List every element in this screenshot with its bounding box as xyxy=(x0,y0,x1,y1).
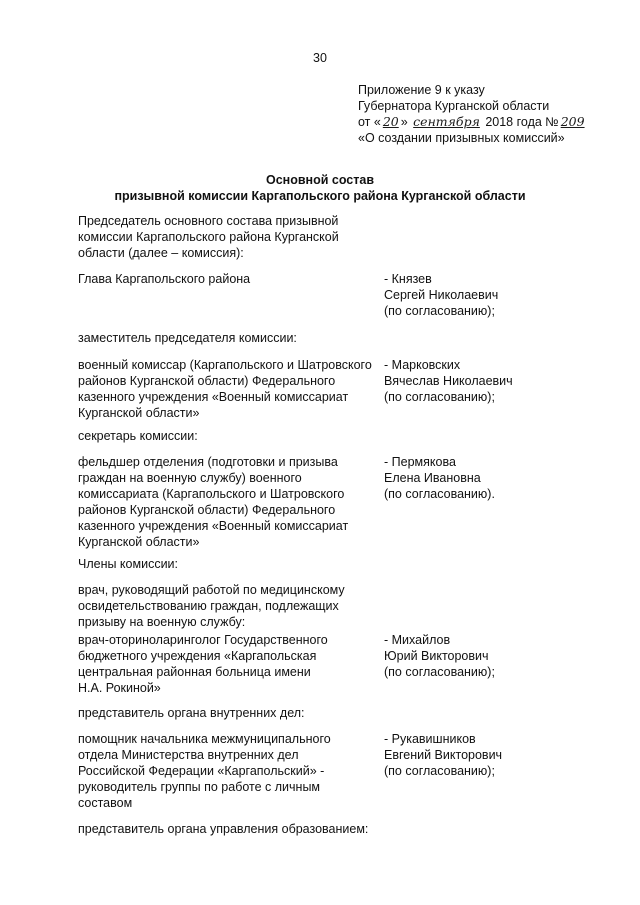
position-line: составом xyxy=(78,796,133,810)
section-heading-multiline xyxy=(78,582,345,630)
position-line: отдела Министерства внутренних дел xyxy=(78,748,299,762)
person-note: (по согласованию); xyxy=(384,764,495,778)
appendix-date-line xyxy=(358,114,628,130)
section-heading: секретарь комиссии: xyxy=(78,429,198,443)
heading-line: врач, руководящий работой по медицинскому xyxy=(78,583,345,597)
intro-line: комиссии Каргапольского района Курганской xyxy=(78,230,339,244)
position-line: комиссариата (Каргапольского и Шатровского xyxy=(78,487,345,501)
intro-line: области (далее – комиссия): xyxy=(78,246,244,260)
person-surname: - Князев xyxy=(384,272,432,286)
position-text xyxy=(78,271,383,287)
date-prefix: от « xyxy=(358,115,381,129)
person-block xyxy=(384,357,614,405)
person-name: Сергей Николаевич xyxy=(384,288,499,302)
date-suffix: 2018 года № xyxy=(485,115,559,129)
appendix-line-1: Приложение 9 к указу xyxy=(358,83,485,97)
person-note: (по согласованию); xyxy=(384,665,495,679)
title-line-2: призывной комиссии Каргапольского района Курганской области xyxy=(114,189,526,203)
position-line: районов Курганской области) Федерального xyxy=(78,374,336,388)
appendix-line-2: Губернатора Курганской области xyxy=(358,99,550,113)
intro-block xyxy=(78,213,339,261)
position-line: руководитель группы по работе с личным xyxy=(78,780,321,794)
position-line: бюджетного учреждения «Каргапольская xyxy=(78,649,317,663)
person-block xyxy=(384,632,614,680)
person-name: Вячеслав Николаевич xyxy=(384,374,513,388)
page-number: 30 xyxy=(313,51,327,65)
position-text xyxy=(78,357,383,421)
position-line: казенного учреждения «Военный комиссариат xyxy=(78,519,349,533)
section-heading: заместитель председателя комиссии: xyxy=(78,331,297,345)
appendix-line-4: «О создании призывных комиссий» xyxy=(358,131,565,145)
person-name: Елена Ивановна xyxy=(384,471,481,485)
person-surname: - Михайлов xyxy=(384,633,451,647)
title-line-1: Основной состав xyxy=(265,173,375,187)
person-surname: - Пермякова xyxy=(384,455,456,469)
person-surname: - Рукавишников xyxy=(384,732,476,746)
document-title xyxy=(0,172,640,204)
person-note: (по согласованию). xyxy=(384,487,495,501)
position-line: фельдшер отделения (подготовки и призыва xyxy=(78,455,338,469)
position-line: граждан на военную службу) военного xyxy=(78,471,302,485)
person-name: Юрий Викторович xyxy=(384,649,489,663)
person-block xyxy=(384,731,614,779)
heading-line: призыву на военную службу: xyxy=(78,615,246,629)
handwritten-month: сентября xyxy=(413,114,480,129)
person-block xyxy=(384,454,614,502)
position-line: военный комиссар (Каргапольского и Шатровского xyxy=(78,358,372,372)
position-line: Российской Федерации «Каргапольский» - xyxy=(78,764,325,778)
person-block xyxy=(384,271,614,319)
section-heading: представитель органа внутренних дел: xyxy=(78,706,305,720)
position-line: районов Курганской области) Федерального xyxy=(78,503,336,517)
date-mid: » xyxy=(400,115,408,129)
position-line: врач-оториноларинголог Государственного xyxy=(78,633,328,647)
position-line: Глава Каргапольского района xyxy=(78,272,251,286)
person-note: (по согласованию); xyxy=(384,304,495,318)
position-text xyxy=(78,731,383,811)
handwritten-day: 20 xyxy=(382,114,399,129)
position-line: центральная районная больница имени xyxy=(78,665,311,679)
position-text xyxy=(78,632,383,696)
handwritten-decree-number: 209 xyxy=(560,114,585,129)
person-surname: - Марковских xyxy=(384,358,461,372)
position-line: помощник начальника межмуниципального xyxy=(78,732,331,746)
position-line: Н.А. Рокиной» xyxy=(78,681,161,695)
position-line: казенного учреждения «Военный комиссариат xyxy=(78,390,349,404)
appendix-header xyxy=(358,82,628,146)
person-note: (по согласованию); xyxy=(384,390,495,404)
section-heading: представитель органа управления образованием: xyxy=(78,822,369,836)
position-text xyxy=(78,454,383,550)
heading-line: освидетельствованию граждан, подлежащих xyxy=(78,599,339,613)
position-line: Курганской области» xyxy=(78,535,200,549)
intro-line: Председатель основного состава призывной xyxy=(78,214,339,228)
section-heading: Члены комиссии: xyxy=(78,557,179,571)
person-name: Евгений Викторович xyxy=(384,748,503,762)
position-line: Курганской области» xyxy=(78,406,200,420)
